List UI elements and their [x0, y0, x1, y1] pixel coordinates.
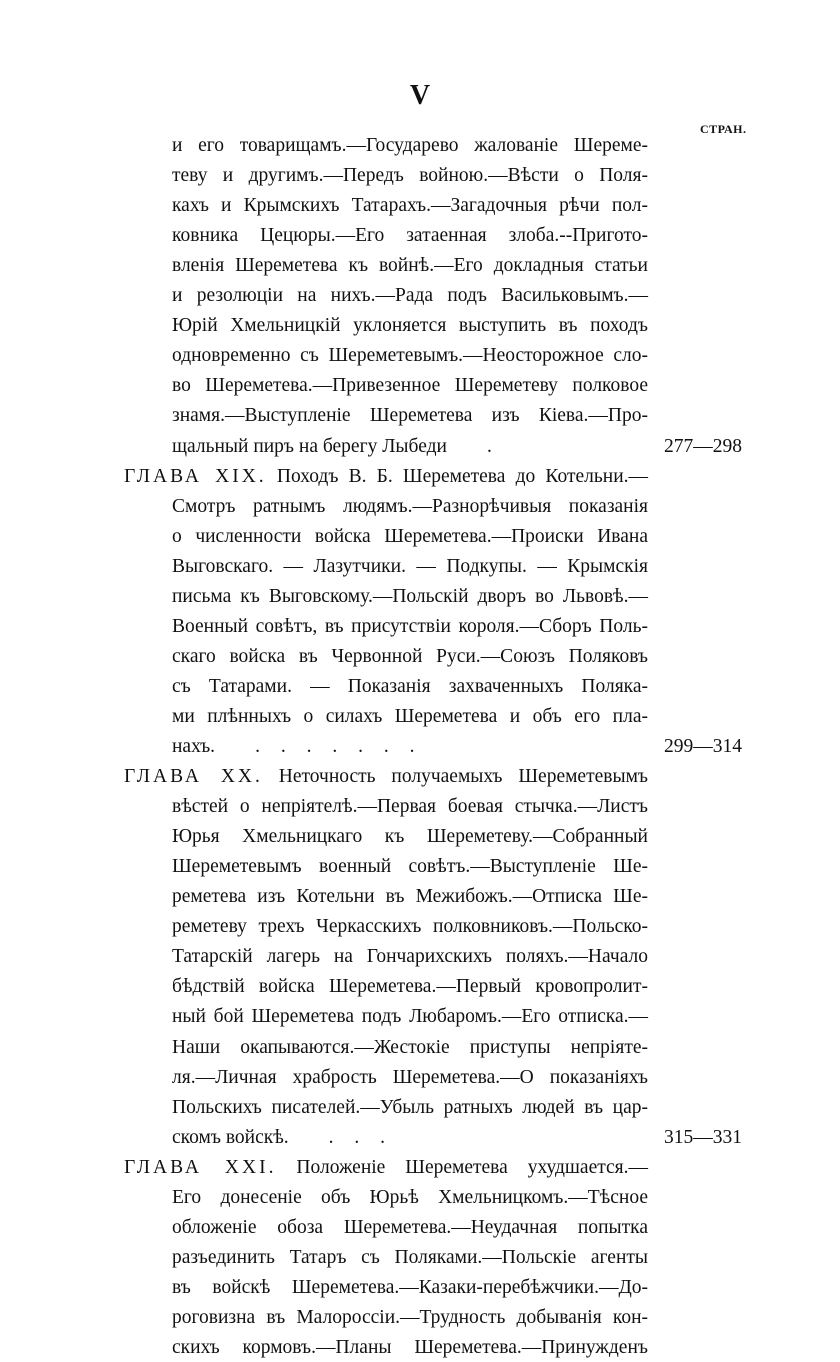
toc-text-line: и его товарищамъ.—Государево жалованіе Шереме-: [172, 135, 648, 156]
chapter-summary-text: Положеніе Шереметева ухудшается.—: [296, 1156, 649, 1178]
toc-text-line: Военный совѣтъ, въ присутствіи короля.—Сборъ Поль-: [172, 615, 648, 637]
toc-last-line-text: щальный пиръ на берегу Лыбеди: [172, 435, 447, 457]
page-range: 277—298: [664, 435, 742, 457]
toc-text-line: Смотръ ратнымъ людямъ.—Разнорѣчивыя показанія: [172, 495, 648, 517]
toc-text-line: вленія Шереметева къ войнѣ.—Его докладныя статьи: [172, 255, 648, 277]
toc-text-line: разъединить Татаръ съ Поляками.—Польскіе агенты: [172, 1246, 648, 1268]
toc-text-line: ный бой Шереметева подъ Любаромъ.—Его отписка.—: [172, 1006, 648, 1028]
toc-text-line: Наши окапываются.—Жестокіе приступы непріяте-: [172, 1036, 648, 1058]
toc-text-line: Выговскаго. — Лазутчики. — Подкупы. — Крымскія: [172, 555, 648, 577]
toc-text-line: теву и другимъ.—Передъ войною.—Вѣсти о Поля-: [172, 165, 648, 187]
toc-text-line: ковника Цецюры.—Его затаенная злоба.--Пригото-: [172, 225, 648, 247]
toc-text-line: реметева изъ Котельни въ Межибожъ.—Отписка Ше-: [172, 886, 648, 908]
toc-text-line: вѣстей о непріятелѣ.—Первая боевая стычка.—Листъ: [172, 796, 648, 818]
toc-text-line: Польскихъ писателей.—Убыль ратныхъ людей въ цар-: [172, 1096, 648, 1118]
chapter-summary-text: Походъ В. Б. Шереметева до Котельни.—: [276, 465, 649, 487]
toc-text-line: письма къ Выговскому.—Польскій дворъ во Львовѣ.—: [172, 585, 648, 607]
toc-last-line-text: скомъ войскѣ.: [172, 1126, 289, 1148]
toc-text-line: ми плѣнныхъ о силахъ Шереметева и объ его пла-: [172, 705, 648, 727]
toc-text-line: съ Татарами. — Показанія захваченныхъ Поляка-: [172, 675, 648, 697]
toc-text-line: обложеніе обоза Шереметева.—Неудачная попытка: [172, 1216, 648, 1238]
page-range: 315—331: [664, 1126, 742, 1148]
toc-text-line: Шереметевымъ военный совѣтъ.—Выступленіе Ше-: [172, 856, 648, 878]
leader-dots: .: [486, 435, 500, 457]
toc-text-line: и резолюціи на нихъ.—Рада подъ Васильковымъ.—: [172, 285, 648, 307]
toc-text-line: Татарскій лагерь на Гончарихскихъ поляхъ.—Начало: [172, 946, 648, 968]
toc-text-line: роговизна въ Малороссіи.—Трудность добыванія кон-: [172, 1306, 648, 1328]
toc-text-line: скаго войска въ Червонной Руси.—Союзъ Поляковъ: [172, 645, 648, 667]
toc-last-line-text: нахъ.: [172, 736, 216, 757]
pages-column-header: СТРАН.: [700, 122, 747, 136]
toc-text-line: Юрья Хмельницкаго къ Шереметеву.—Собранный: [172, 826, 648, 848]
toc-text-line: бѣдствій войска Шереметева.—Первый кровопролит-: [172, 976, 648, 998]
toc-text-line: реметеву трехъ Черкасскихъ полковниковъ.—Польско-: [172, 916, 648, 938]
chapter-first-line: [124, 463, 648, 491]
toc-text-line: знамя.—Выступленіе Шереметева изъ Кіева.—Про-: [172, 405, 648, 427]
toc-text-line: во Шереметева.—Привезенное Шереметеву полковое: [172, 375, 648, 397]
chapter-heading: ГЛАВА XIX.: [124, 465, 267, 487]
leader-dots: . . .: [328, 1126, 394, 1148]
chapter-heading: ГЛАВА XX.: [124, 766, 263, 788]
leader-dots: . . . . . . .: [255, 736, 423, 757]
toc-text-line: ля.—Личная храбрость Шереметева.—О показаніяхъ: [172, 1066, 648, 1088]
chapter-first-line: [124, 1154, 648, 1182]
page-number: V: [409, 80, 431, 111]
chapter-summary-text: Неточность получаемыхъ Шереметевымъ: [278, 766, 648, 788]
toc-last-line: [172, 733, 648, 761]
chapter-first-line: [124, 763, 648, 791]
toc-last-line: [172, 433, 648, 461]
chapter-heading: ГЛАВА XXI.: [124, 1156, 277, 1178]
toc-text-line: кахъ и Крымскихъ Татарахъ.—Загадочныя рѣчи пол-: [172, 195, 648, 217]
toc-text-line: Юрій Хмельницкій уклоняется выступить въ походъ: [172, 315, 648, 337]
toc-text-line: одновременно съ Шереметевымъ.—Неосторожное сло-: [172, 345, 648, 367]
toc-text-line: въ войскѣ Шереметева.—Казаки-перебѣжчики.—До-: [172, 1276, 648, 1298]
toc-text-line: скихъ кормовъ.—Планы Шереметева.—Принужденъ: [172, 1337, 648, 1358]
toc-last-line: [172, 1124, 648, 1152]
toc-text-line: Его донесеніе объ Юрьѣ Хмельницкомъ.—Тѣсное: [172, 1186, 648, 1208]
toc-text-line: о численности войска Шереметева.—Происки Ивана: [172, 525, 648, 547]
page-range: 299—314: [664, 736, 742, 757]
